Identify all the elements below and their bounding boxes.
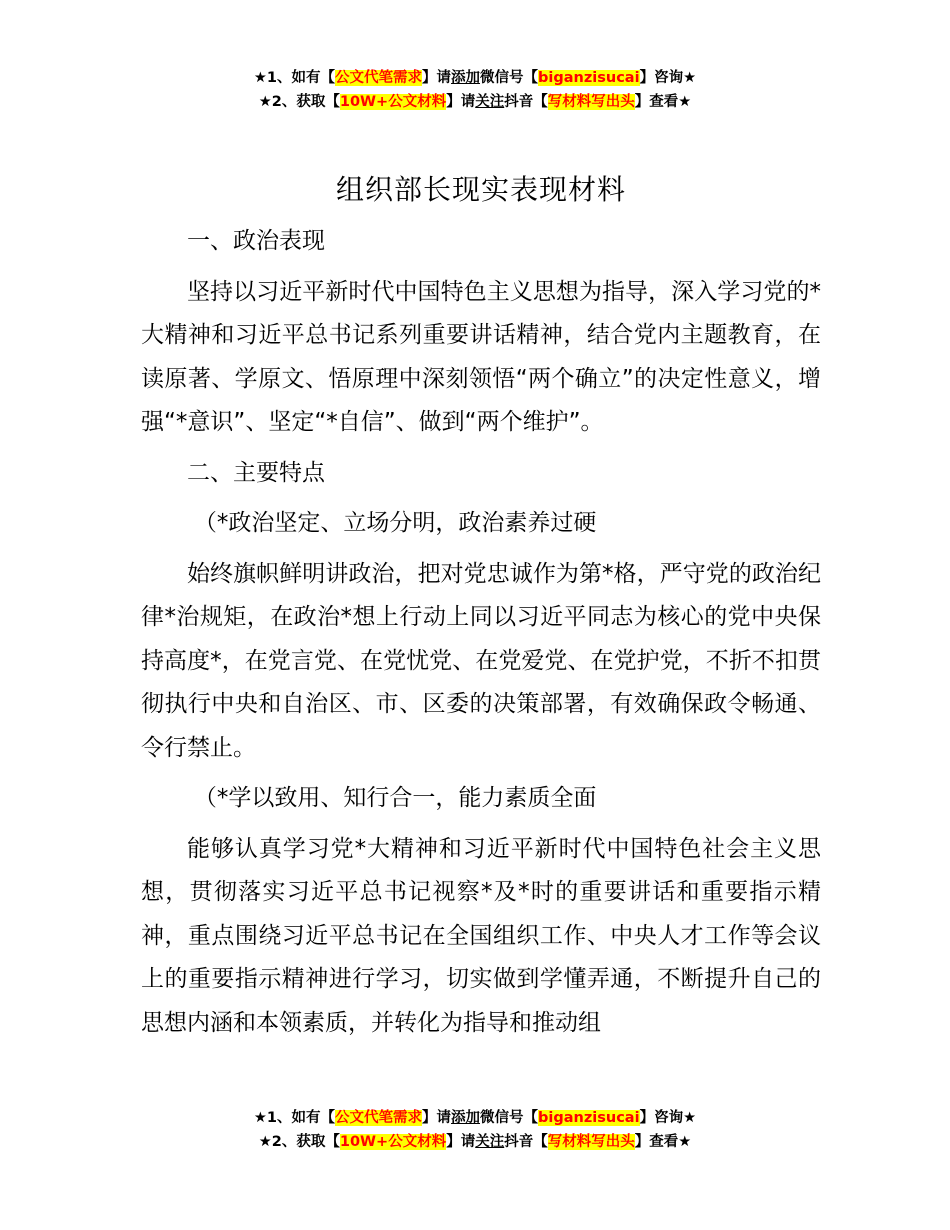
banner-wechat-id: biganzisucai xyxy=(538,70,640,86)
body-paragraph: 能够认真学习党*大精神和习近平新时代中国特色社会主义思想，贯彻落实习近平总书记视察*及*时的重要讲话和重要指示精神，重点围绕习近平总书记在全国组织工作、中央人才工作等会议上的重要指示精神进行学习，切实做到学懂弄通，不断提升自己的思想内涵和本领素质，并转化为指导和推动组 xyxy=(141,835,821,1036)
banner-wechat-id: biganzisucai xyxy=(538,1110,640,1126)
banner-highlight: 10W+公文材料 xyxy=(339,94,447,110)
section-heading: 二、主要特点 xyxy=(187,459,325,486)
banner-highlight: 公文代笔需求 xyxy=(335,70,423,86)
banner-line-2: ★2、获取【10W+公文材料】请关注抖音【写材料写出头】查看★ xyxy=(258,1134,692,1150)
banner-line-1: ★1、如有【公文代笔需求】请添加微信号【biganzisucai】咨询★ xyxy=(253,1110,697,1126)
header-banner xyxy=(0,66,950,114)
body-paragraph: 坚持以习近平新时代中国特色主义思想为指导，深入学习党的*大精神和习近平总书记系列重要讲话精神，结合党内主题教育，在读原著、学原文、悟原理中深刻领悟“两个确立”的决定性意义，增强“*意识”、坚定“*自信”、做到“两个维护”。 xyxy=(141,278,821,435)
subsection-heading: （*学以致用、知行合一，能力素质全面 xyxy=(193,785,597,811)
subsection-heading: （*政治坚定、立场分明，政治素养过硬 xyxy=(193,510,597,536)
body-paragraph: 始终旗帜鲜明讲政治，把对党忠诚作为第*格，严守党的政治纪律*治规矩，在政治*想上行动上同以习近平同志为核心的党中央保持高度*，在党言党、在党忧党、在党爱党、在党护党，不折不扣贯彻执行中央和自治区、市、区委的决策部署，有效确保政令畅通、令行禁止。 xyxy=(141,560,821,761)
footer-banner xyxy=(0,1106,950,1154)
document-body xyxy=(141,164,821,1045)
banner-line-1: ★1、如有【公文代笔需求】请添加微信号【biganzisucai】咨询★ xyxy=(253,70,697,86)
banner-douyin-account: 写材料写出头 xyxy=(547,1134,635,1150)
section-heading: 一、政治表现 xyxy=(187,228,325,254)
document-title: 组织部长现实表现材料 xyxy=(335,173,626,206)
banner-highlight: 10W+公文材料 xyxy=(339,1134,447,1150)
banner-line-2: ★2、获取【10W+公文材料】请关注抖音【写材料写出头】查看★ xyxy=(258,94,692,110)
banner-highlight: 公文代笔需求 xyxy=(335,1110,423,1126)
banner-douyin-account: 写材料写出头 xyxy=(547,94,635,110)
